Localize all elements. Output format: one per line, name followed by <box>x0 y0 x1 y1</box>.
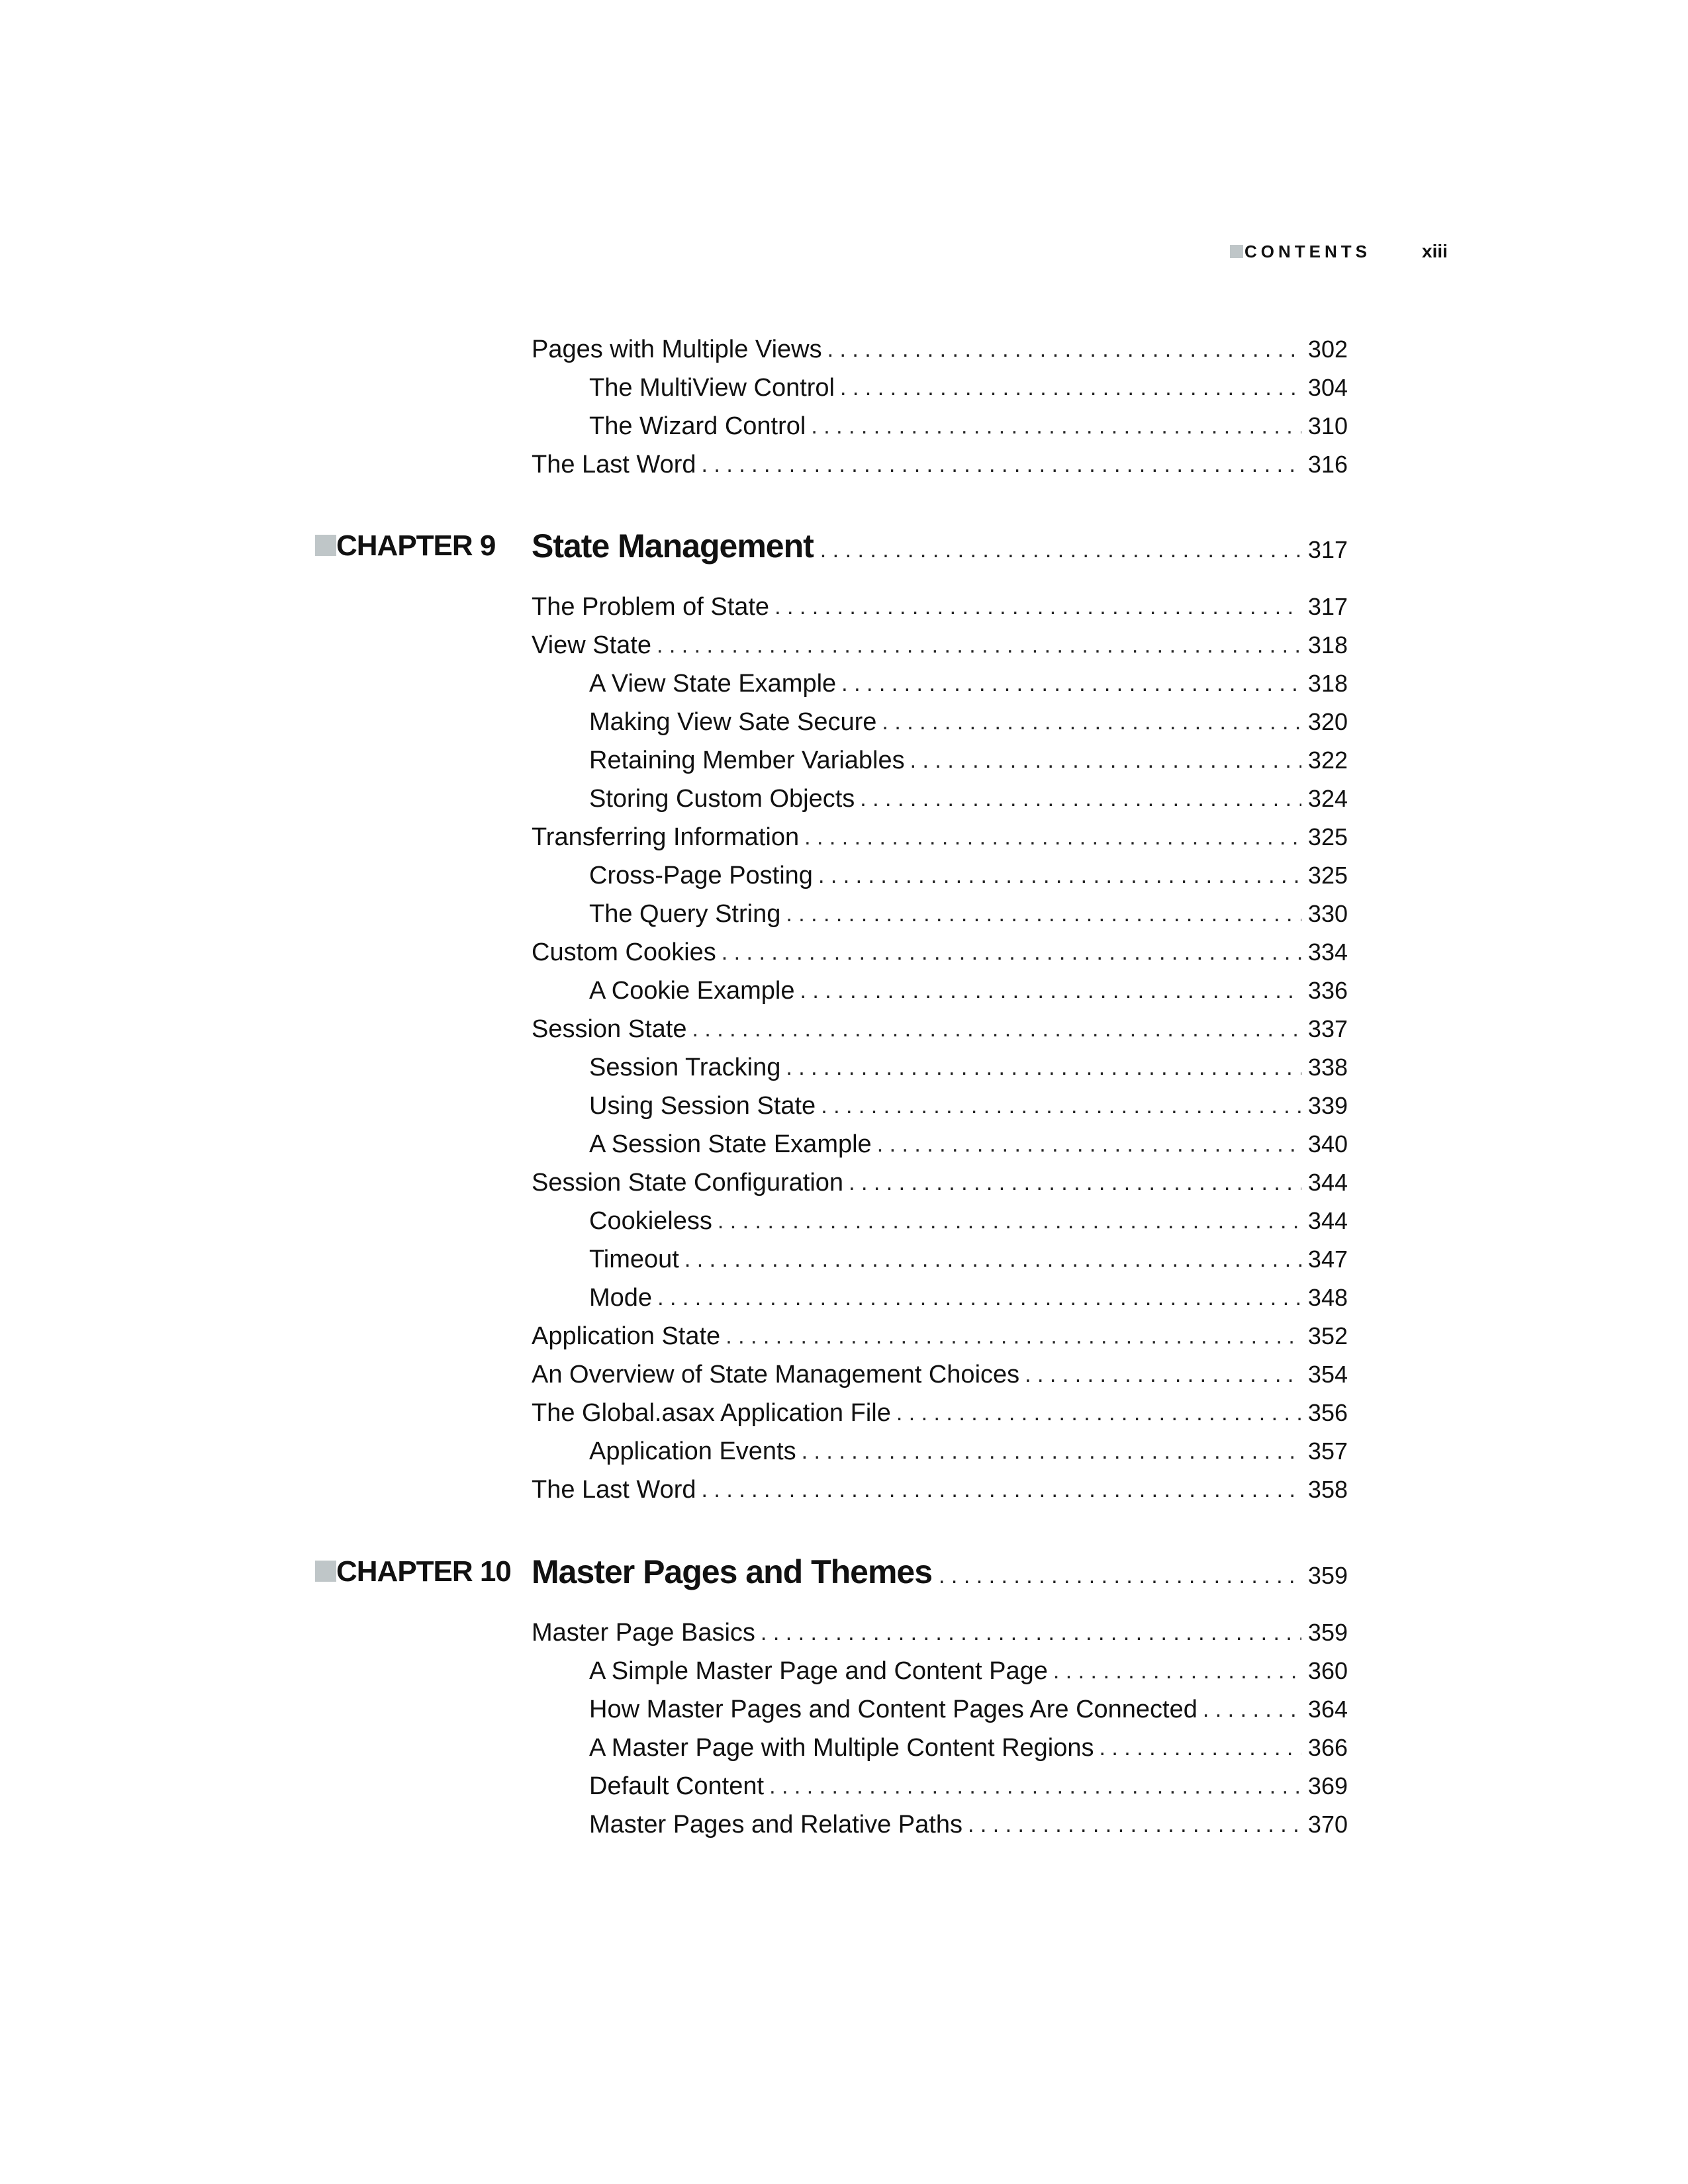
toc-entry-page: 322 <box>1307 747 1348 774</box>
dot-leader <box>718 1205 1301 1238</box>
toc-entry[interactable] <box>532 1320 1348 1353</box>
toc-entry[interactable] <box>532 1473 1348 1506</box>
toc-entry[interactable] <box>589 1808 1348 1841</box>
toc-entry-page: 330 <box>1307 900 1348 927</box>
toc-entry-title: The MultiView Control <box>589 374 835 402</box>
toc-entry-page: 325 <box>1307 823 1348 850</box>
toc-entry[interactable] <box>532 590 1348 623</box>
toc-entry[interactable] <box>532 1166 1348 1199</box>
toc-entry-title: A Simple Master Page and Content Page <box>589 1657 1048 1685</box>
toc-entry-page: 352 <box>1307 1322 1348 1349</box>
chapter-square-marker <box>315 1561 336 1582</box>
toc-entry-title: View State <box>532 631 651 659</box>
toc-entry[interactable] <box>589 782 1348 815</box>
dot-leader <box>910 744 1301 777</box>
toc-entry[interactable] <box>589 1128 1348 1161</box>
toc-entry-title: Retaining Member Variables <box>589 747 905 774</box>
toc-entry-page: 337 <box>1307 1015 1348 1042</box>
toc-entry-page: 318 <box>1307 670 1348 697</box>
toc-entry-title: Cross-Page Posting <box>589 862 813 889</box>
chapter-9-heading[interactable] <box>532 523 1348 569</box>
toc-entry-page: 336 <box>1307 977 1348 1004</box>
toc-entry-page: 370 <box>1307 1811 1348 1838</box>
toc-entry[interactable] <box>532 821 1348 854</box>
dot-leader <box>657 629 1301 662</box>
toc-entry-page: 344 <box>1307 1207 1348 1234</box>
toc-entry[interactable] <box>589 705 1348 739</box>
toc-entry-page: 357 <box>1307 1437 1348 1465</box>
toc-entry[interactable] <box>589 1089 1348 1122</box>
toc-entry-page: 356 <box>1307 1399 1348 1426</box>
chapter-page: 359 <box>1307 1562 1348 1589</box>
dot-leader <box>786 897 1301 931</box>
running-header-label: CONTENTS <box>1244 242 1371 261</box>
dot-leader <box>820 537 1301 563</box>
toc-entry[interactable] <box>532 1396 1348 1430</box>
header-square-marker <box>1230 245 1243 258</box>
toc-entry-page: 316 <box>1307 451 1348 478</box>
toc-entry[interactable] <box>532 1013 1348 1046</box>
toc-entry-page: 369 <box>1307 1772 1348 1799</box>
toc-entry[interactable] <box>589 1435 1348 1468</box>
toc-entry-title: Timeout <box>589 1246 679 1273</box>
toc-entry[interactable] <box>589 1205 1348 1238</box>
toc-entry-page: 340 <box>1307 1130 1348 1158</box>
toc-entry-title: Storing Custom Objects <box>589 785 855 813</box>
dot-leader <box>800 974 1302 1007</box>
toc-entry[interactable] <box>589 1243 1348 1276</box>
dot-leader <box>722 936 1301 969</box>
toc-entry[interactable] <box>589 744 1348 777</box>
dot-leader <box>896 1396 1301 1430</box>
toc-entry-title: Master Pages and Relative Paths <box>589 1811 962 1839</box>
toc-entry-page: 366 <box>1307 1734 1348 1761</box>
dot-leader <box>1025 1358 1301 1391</box>
dot-leader <box>1100 1731 1301 1764</box>
toc-entry-title: Application State <box>532 1322 721 1350</box>
toc-entry-title: Default Content <box>589 1772 765 1800</box>
toc-entry[interactable] <box>532 629 1348 662</box>
dot-leader <box>821 1089 1301 1122</box>
toc-entry[interactable] <box>589 667 1348 700</box>
toc-entry-title: The Problem of State <box>532 593 770 621</box>
dot-leader <box>702 448 1301 481</box>
dot-leader <box>877 1128 1301 1161</box>
toc-entry-title: Session State <box>532 1015 687 1043</box>
toc-entry-page: 339 <box>1307 1092 1348 1119</box>
toc-entry-title: The Global.asax Application File <box>532 1399 891 1427</box>
toc-entry[interactable] <box>532 333 1348 366</box>
toc-entry-title: Session Tracking <box>589 1054 781 1081</box>
dot-leader <box>840 371 1301 404</box>
dot-leader <box>1203 1693 1301 1726</box>
dot-leader <box>657 1281 1301 1314</box>
page-number: xiii <box>1422 241 1448 261</box>
dot-leader <box>939 1563 1301 1589</box>
dot-leader <box>692 1013 1301 1046</box>
dot-leader <box>968 1808 1301 1841</box>
dot-leader <box>802 1435 1301 1468</box>
toc-entry-title: Custom Cookies <box>532 938 716 966</box>
toc-entry-title: Pages with Multiple Views <box>532 336 822 363</box>
toc-entry-title: The Wizard Control <box>589 412 806 440</box>
toc-entry[interactable] <box>532 448 1348 481</box>
chapter-title: State Management <box>532 527 814 565</box>
toc-entry-title: Session State Configuration <box>532 1169 844 1197</box>
toc-entry-title: Master Page Basics <box>532 1619 755 1647</box>
toc-entry-page: 360 <box>1307 1657 1348 1684</box>
toc-entry[interactable] <box>589 1693 1348 1726</box>
toc-entry-title: Application Events <box>589 1437 796 1465</box>
dot-leader <box>726 1320 1301 1353</box>
toc-entry-title: A Session State Example <box>589 1130 872 1158</box>
toc-entry-title: Transferring Information <box>532 823 800 851</box>
dot-leader <box>860 782 1301 815</box>
dot-leader <box>849 1166 1301 1199</box>
toc-entry-title: The Last Word <box>532 1476 696 1504</box>
toc-entry-title: A Cookie Example <box>589 977 795 1005</box>
chapter-page: 317 <box>1307 536 1348 563</box>
toc-entry-page: 348 <box>1307 1284 1348 1311</box>
toc-entry[interactable] <box>532 1358 1348 1391</box>
toc-entry[interactable] <box>589 1770 1348 1803</box>
toc-entry-title: The Last Word <box>532 451 696 478</box>
chapter-title: Master Pages and Themes <box>532 1553 933 1590</box>
toc-entry[interactable] <box>589 974 1348 1007</box>
toc-entry-title: Cookieless <box>589 1207 712 1235</box>
dot-leader <box>774 590 1301 623</box>
toc-entry[interactable] <box>589 1051 1348 1084</box>
dot-leader <box>811 410 1301 443</box>
toc-entry[interactable] <box>589 1281 1348 1314</box>
toc-entry-title: How Master Pages and Content Pages Are Connected <box>589 1696 1197 1723</box>
toc-entry-title: Mode <box>589 1284 653 1312</box>
toc-entry-page: 302 <box>1307 336 1348 363</box>
toc-entry-page: 324 <box>1307 785 1348 812</box>
toc-entry-title: Making View Sate Secure <box>589 708 877 736</box>
toc-entry-page: 359 <box>1307 1619 1348 1646</box>
dot-leader <box>818 859 1301 892</box>
chapter-square-marker <box>315 535 336 556</box>
toc-entry-page: 364 <box>1307 1696 1348 1723</box>
toc-entry-page: 338 <box>1307 1054 1348 1081</box>
dot-leader <box>684 1243 1301 1276</box>
dot-leader <box>761 1616 1301 1649</box>
dot-leader <box>786 1051 1301 1084</box>
toc-entry-page: 320 <box>1307 708 1348 735</box>
chapter-number: CHAPTER 9 <box>336 529 496 562</box>
toc-entry[interactable] <box>589 1731 1348 1764</box>
toc-entry-page: 325 <box>1307 862 1348 889</box>
toc-entry[interactable] <box>589 859 1348 892</box>
toc-entry-page: 334 <box>1307 938 1348 966</box>
toc-entry-page: 317 <box>1307 593 1348 620</box>
dot-leader <box>702 1473 1301 1506</box>
toc-entry-page: 354 <box>1307 1361 1348 1388</box>
toc-entry-page: 310 <box>1307 412 1348 439</box>
toc-entry[interactable] <box>532 936 1348 969</box>
dot-leader <box>882 705 1301 739</box>
toc-entry[interactable] <box>532 1616 1348 1649</box>
chapter-number: CHAPTER 10 <box>336 1555 511 1588</box>
toc-entry-title: Using Session State <box>589 1092 816 1120</box>
toc-entry[interactable] <box>589 1655 1348 1688</box>
toc-entry-page: 318 <box>1307 631 1348 659</box>
toc-entry-title: The Query String <box>589 900 781 928</box>
running-header <box>1230 240 1475 269</box>
toc-entry-page: 344 <box>1307 1169 1348 1196</box>
toc-entry-title: A Master Page with Multiple Content Regions <box>589 1734 1094 1762</box>
toc-entry-title: A View State Example <box>589 670 837 698</box>
dot-leader <box>769 1770 1301 1803</box>
toc-entry-page: 358 <box>1307 1476 1348 1503</box>
toc-entry[interactable] <box>589 410 1348 443</box>
dot-leader <box>827 333 1301 366</box>
dot-leader <box>841 667 1301 700</box>
toc-entry-title: An Overview of State Management Choices <box>532 1361 1020 1388</box>
dot-leader <box>1053 1655 1301 1688</box>
toc-entry-page: 304 <box>1307 374 1348 401</box>
dot-leader <box>804 821 1301 854</box>
toc-entry[interactable] <box>589 897 1348 931</box>
toc-entry[interactable] <box>589 371 1348 404</box>
toc-entry-page: 347 <box>1307 1246 1348 1273</box>
chapter-10-heading[interactable] <box>532 1549 1348 1595</box>
